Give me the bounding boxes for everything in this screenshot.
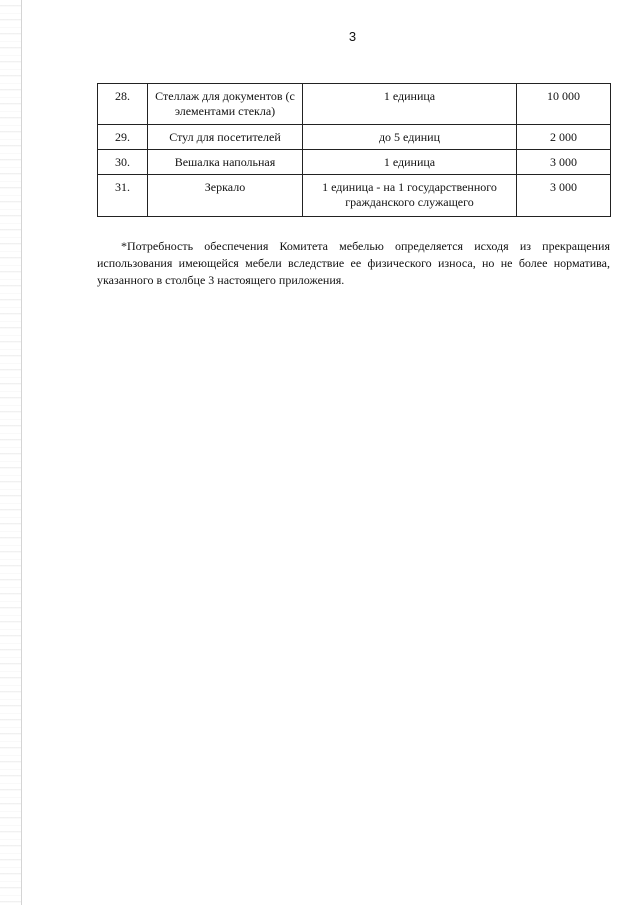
quantity-cell: до 5 единиц [303, 125, 517, 150]
furniture-norms-table [97, 83, 611, 217]
scan-edge-line [21, 0, 22, 905]
price-cell: 2 000 [517, 125, 611, 150]
quantity-cell: 1 единица [303, 84, 517, 125]
item-name-cell: Вешалка напольная [148, 150, 303, 175]
item-name-cell: Стул для посетителей [148, 125, 303, 150]
table-row [98, 175, 611, 217]
quantity-cell: 1 единица - на 1 государственного гражданского служащего [303, 175, 517, 217]
quantity-cell: 1 единица [303, 150, 517, 175]
price-cell: 3 000 [517, 175, 611, 217]
table-row [98, 125, 611, 150]
scan-edge-artifact [0, 0, 22, 905]
item-name-cell: Зеркало [148, 175, 303, 217]
row-number-cell: 30. [98, 150, 148, 175]
row-number-cell: 31. [98, 175, 148, 217]
price-cell: 3 000 [517, 150, 611, 175]
row-number-cell: 29. [98, 125, 148, 150]
item-name-cell: Стеллаж для документов (с элементами стекла) [148, 84, 303, 125]
row-number-cell: 28. [98, 84, 148, 125]
page-number: 3 [348, 29, 357, 44]
table-row [98, 84, 611, 125]
price-cell: 10 000 [517, 84, 611, 125]
table-row [98, 150, 611, 175]
footnote-paragraph: *Потребность обеспечения Комитета мебелью определяется исходя из прекращения использования имеющейся мебели вследствие ее физического износа, но не более норматива, указанного в столбце 3 настоящего приложения. [97, 239, 610, 287]
